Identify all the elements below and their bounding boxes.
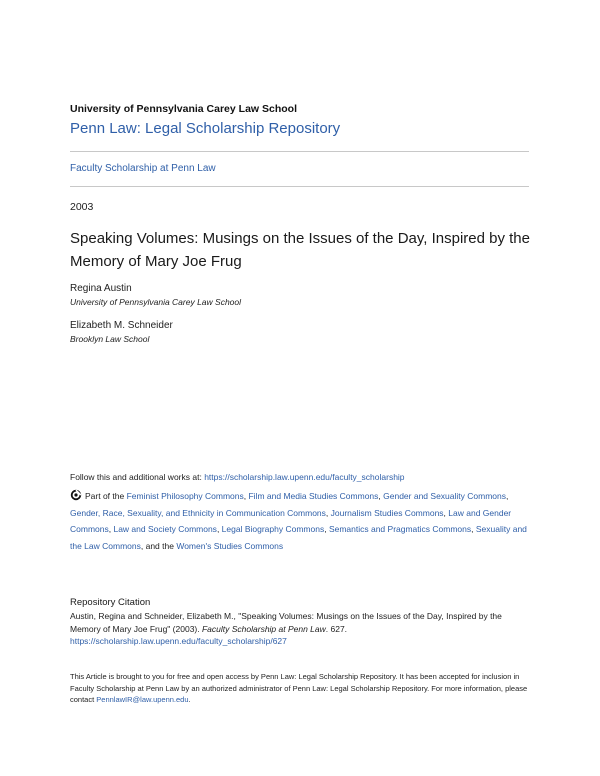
follow-line [70, 472, 405, 482]
commons-separator: , [108, 524, 114, 534]
part-of-commons [70, 488, 532, 554]
citation-journal: Faculty Scholarship at Penn Law [201, 623, 326, 634]
citation-heading: Repository Citation [70, 597, 151, 608]
faculty-scholarship-link[interactable]: https://scholarship.law.upenn.edu/faculty_scholarship [204, 472, 405, 482]
commons-link[interactable]: Law and Gender Commons [70, 507, 512, 534]
divider [70, 151, 529, 152]
commons-separator: , and the [140, 540, 177, 551]
contact-email-link[interactable]: PennlawIR@law.upenn.edu [96, 695, 189, 704]
author-name: Elizabeth M. Schneider [70, 320, 173, 331]
commons-link[interactable]: Film and Media Studies Commons [248, 491, 379, 501]
collection-link[interactable]: Faculty Scholarship at Penn Law [70, 163, 216, 174]
publication-year: 2003 [70, 201, 94, 213]
commons-separator: , [443, 507, 449, 518]
commons-link[interactable]: Journalism Studies Commons [330, 507, 444, 518]
commons-link[interactable]: Sexuality and the Law Commons [70, 524, 527, 551]
commons-separator: , [216, 524, 222, 534]
follow-prefix: Follow this and additional works at: [70, 472, 205, 482]
commons-separator: , [505, 491, 509, 501]
commons-separator: , [324, 524, 329, 534]
commons-separator: , [325, 507, 331, 518]
commons-link[interactable]: Semantics and Pragmatics Commons [328, 524, 472, 534]
repository-title-link[interactable]: Penn Law: Legal Scholarship Repository [70, 120, 341, 137]
commons-separator: , [378, 491, 384, 501]
author-affiliation: University of Pennsylvania Carey Law School [70, 297, 242, 307]
access-notice-end: . [188, 695, 191, 704]
commons-link[interactable]: Gender, Race, Sexuality, and Ethnicity in Communication Commons [70, 507, 326, 518]
divider [70, 186, 529, 187]
article-title: Speaking Volumes: Musings on the Issues of the Day, Inspired by the Memory of Mary Joe Frug [70, 230, 530, 270]
citation-url-link[interactable]: https://scholarship.law.upenn.edu/faculty_scholarship/627 [70, 636, 287, 646]
author-affiliation: Brooklyn Law School [70, 334, 150, 344]
citation-number: . 627. [325, 623, 348, 634]
citation-text: Austin, Regina and Schneider, Elizabeth M., "Speaking Volumes: Musings on the Issues of the Day, Inspired by the Memory of Mary Joe Frug" (2003). [70, 611, 502, 634]
commons-link[interactable]: Gender and Sexuality Commons [383, 491, 506, 501]
commons-link[interactable]: Feminist Philosophy Commons [126, 491, 244, 501]
commons-link[interactable]: Legal Biography Commons [221, 524, 325, 534]
commons-link[interactable]: Women's Studies Commons [176, 540, 284, 551]
access-notice [70, 671, 530, 706]
access-notice-text: This Article is brought to you for free and open access by Penn Law: Legal Scholarship Repository. It has been accepted for inclusion in Faculty Scholarship at Penn Law by an authorized administrator of Penn Law: Legal Scholarship Repository. For more information, please contact [70, 672, 528, 704]
part-of-prefix: Part of the [85, 491, 127, 501]
bepress-commons-icon [70, 489, 82, 501]
author-name: Regina Austin [70, 283, 132, 294]
commons-separator: , [471, 524, 476, 534]
institution-name: University of Pennsylvania Carey Law School [70, 103, 297, 115]
repository-citation [70, 610, 530, 648]
commons-link[interactable]: Law and Society Commons [113, 524, 217, 534]
commons-list [70, 491, 527, 551]
commons-separator: , [243, 491, 249, 501]
